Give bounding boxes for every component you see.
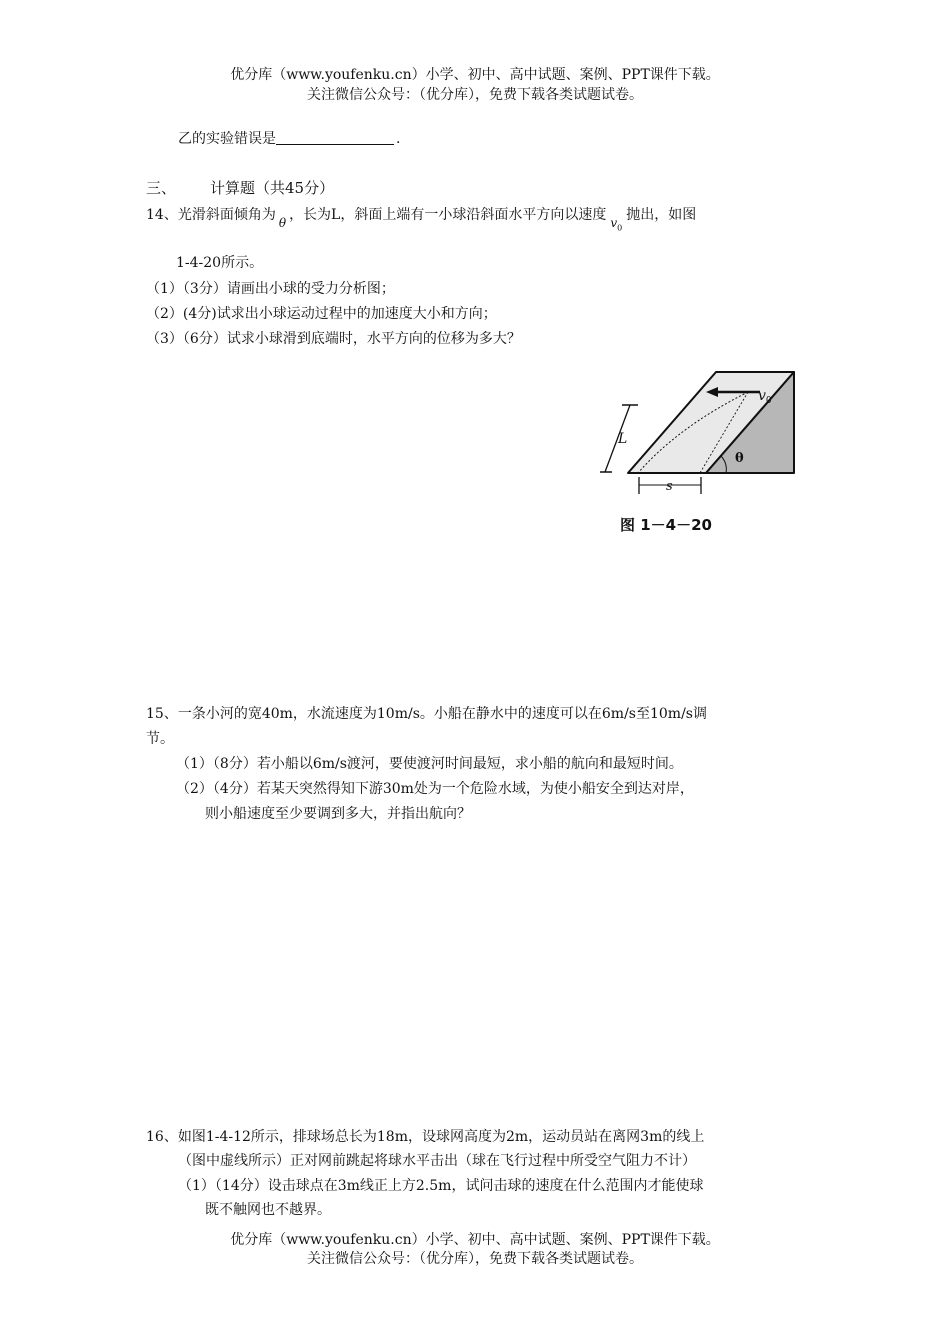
q14-sub-1: （1）（3分）请画出小球的受力分析图；	[146, 281, 395, 297]
q15-sub-2-line-2: 则小船速度至少要调到多大，并指出航向？	[205, 806, 471, 822]
header-line-1: 优分库（www.youfenku.cn）小学、初中、高中试题、案例、PPT课件下载。	[230, 67, 720, 83]
q15-sub-2-line-1: （2）（4分）若某天突然得知下游30m处为一个危险水域，为使小船安全到达对岸，	[176, 781, 694, 797]
q16-line-1: 16、如图1-4-12所示，排球场总长为18m，设球网高度为2m，运动员站在离网3m的线上	[146, 1129, 705, 1145]
header-line-2: 关注微信公众号：（优分库），免费下载各类试题试卷。	[307, 87, 643, 103]
label-L: L	[618, 431, 628, 447]
q14-text-a: 14、光滑斜面倾角为	[146, 207, 276, 223]
q15-line-1: 15、一条小河的宽40m，水流速度为10m/s。小船在静水中的速度可以在6m/s至10m/s调	[146, 706, 707, 722]
answer-blank[interactable]	[276, 130, 394, 145]
q15-line-2: 节。	[146, 731, 174, 747]
incline-figure	[598, 367, 798, 539]
q14-line-1	[146, 204, 697, 233]
q14-text-b: ，长为L，斜面上端有一小球沿斜面水平方向以速度	[289, 207, 607, 223]
q13-error-suffix: .	[396, 131, 401, 147]
q13-error-prefix: 乙的实验错误是	[178, 131, 276, 147]
footer-line-2: 关注微信公众号：（优分库），免费下载各类试题试卷。	[307, 1251, 643, 1267]
q14-text-c: 抛出，如图	[626, 207, 697, 223]
q16-sub-1-line-1: （1）（14分）设击球点在3m线正上方2.5m，试问击球的速度在什么范围内才能使球	[178, 1178, 704, 1194]
figure-caption: 图 1－4－20	[620, 516, 712, 534]
q14-line-2: 1-4-20所示。	[176, 255, 264, 271]
q14-sub-2: （2）(4分)试求出小球运动过程中的加速度大小和方向；	[146, 306, 497, 322]
section-3-heading	[146, 177, 334, 198]
v0-symbol	[610, 216, 623, 233]
q16-sub-1-line-2: 既不触网也不越界。	[205, 1202, 331, 1218]
v-letter: v	[610, 216, 618, 230]
label-s: s	[666, 479, 673, 494]
section-3-title: 计算题（共45分）	[210, 179, 335, 197]
theta-symbol: θ	[278, 216, 287, 230]
label-theta: θ	[735, 451, 744, 466]
q15-sub-1: （1）（8分）若小船以6m/s渡河，要使渡河时间最短，求小船的航向和最短时间。	[176, 756, 683, 772]
label-v0: $v_0$	[758, 388, 772, 406]
section-3-number: 三、	[146, 179, 177, 197]
q14-sub-3: （3）（6分）试求小球滑到底端时，水平方向的位移为多大？	[146, 331, 521, 347]
v-subscript: 0	[617, 223, 623, 233]
footer-line-1: 优分库（www.youfenku.cn）小学、初中、高中试题、案例、PPT课件下载。	[230, 1232, 720, 1248]
q16-line-2: （图中虚线所示）正对网前跳起将球水平击出（球在飞行过程中所受空气阻力不计）	[178, 1153, 696, 1169]
q13-error-line	[178, 128, 400, 148]
